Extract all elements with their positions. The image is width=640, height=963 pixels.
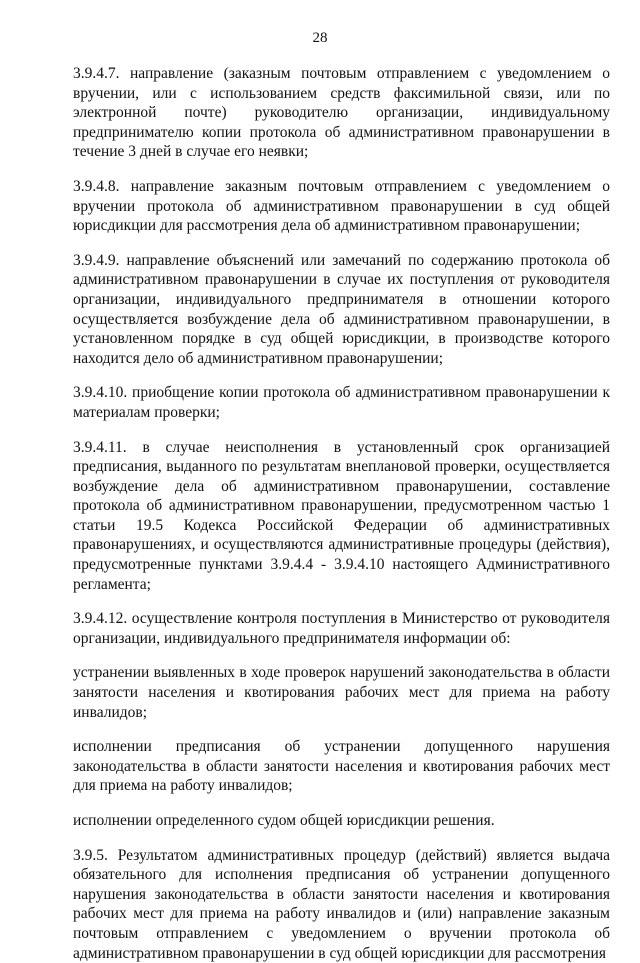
page-number: 28 [312,30,328,46]
document-body [73,64,610,963]
paragraph-list-item-violations: устранении выявленных в ходе проверок нарушений законодательства в области занятости населения и квотирования рабочих мест для приема на работу инвалидов; [73,664,610,721]
paragraph-3-9-4-7: 3.9.4.7. направление (заказным почтовым отправлением с уведомлением о вручении, или с использованием средств факсимильной связи, или по электронной почте) руководителю организации, индивидуальному предпринимателю копии протокола об административном правонарушении в течение 3 дней в случае его неявки; [73,65,610,161]
paragraph-list-item-court-decision: исполнении определенного судом общей юрисдикции решения. [73,812,495,829]
paragraph-3-9-5: 3.9.5. Результатом административных процедур (действий) является выдача обязательного для исполнения предписания об устранении допущенного нарушения законодательства в области занятости населения и квотирования рабочих мест для приема на работу инвалидов и (или) направление заказным почтовым отправлением с уведомлением о вручении протокола об административном правонарушении в суд общей юрисдикции для рассмотрения [73,846,610,962]
paragraph-3-9-4-10: 3.9.4.10. приобщение копии протокола об административном правонарушении к материалам проверки; [73,384,610,421]
paragraph-3-9-4-12: 3.9.4.12. осуществление контроля поступления в Министерство от руководителя организации, индивидуального предпринимателя информации об: [73,610,610,647]
paragraph-3-9-4-9: 3.9.4.9. направление объяснений или замечаний по содержанию протокола об административном правонарушении в случае их поступления от руководителя организации, индивидуального предпринимателя в отношении которого осуществляется возбуждение дела об административном правонарушении, в установленном порядке в суд общей юрисдикции, в производстве которого находится дело об административном правонарушении; [73,251,610,367]
paragraph-3-9-4-11: 3.9.4.11. в случае неисполнения в установленный срок организацией предписания, выданного по результатам внеплановой проверки, осуществляется возбуждение дела об административном правонарушении, составление протокола об административном правонарушении, предусмотренном частью 1 статьи 19.5 Кодекса Российской Федерации об административных правонарушениях, и осуществляются административные процедуры (действия), предусмотренные пунктами 3.9.4.4 - 3.9.4.10 настоящего Административного регламента; [73,438,610,593]
paragraph-3-9-4-8: 3.9.4.8. направление заказным почтовым отправлением с уведомлением о вручении протокола об административном правонарушении в суд общей юрисдикции для рассмотрения дела об административном правонарушении; [73,177,610,235]
paragraph-list-item-prescription: исполнении предписания об устранении допущенного нарушения законодательства в области занятости населения и квотирования рабочих мест для приема на работу инвалидов; [73,738,610,795]
